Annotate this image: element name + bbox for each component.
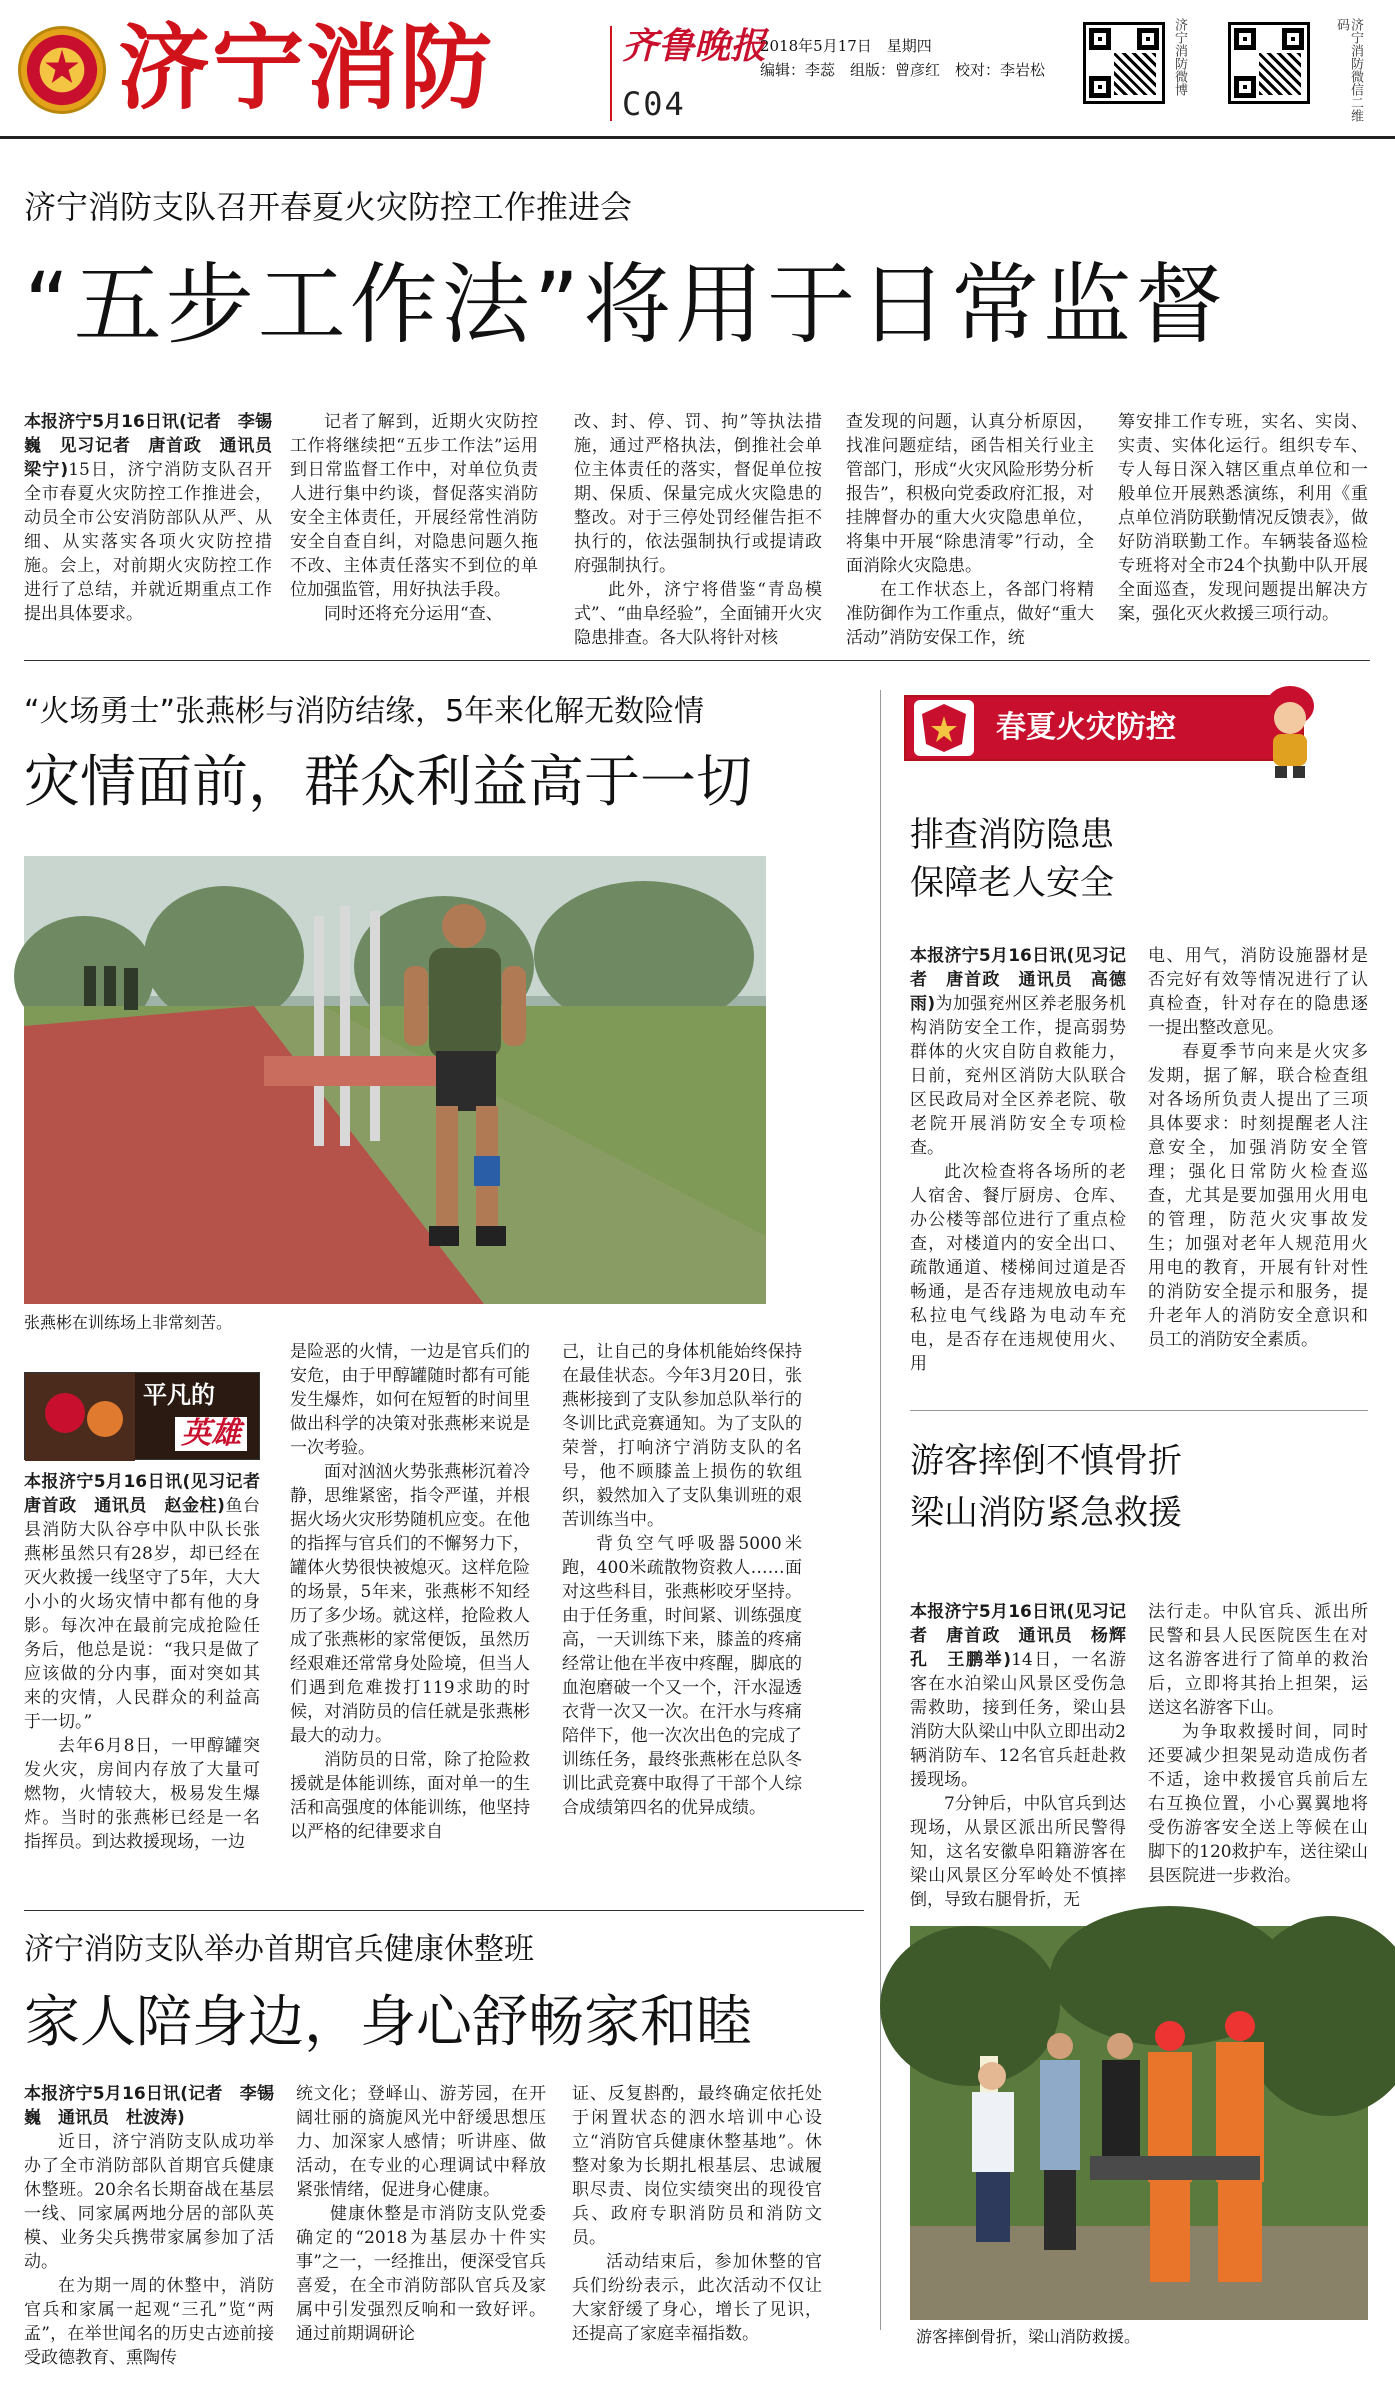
masthead-divider bbox=[610, 26, 612, 121]
qr2-label: 济宁消防微信二维码 bbox=[1334, 18, 1363, 122]
article1-col4-para1: 查发现的问题，认真分析原因，找准问题症结，函告相关行业主管部门，形成“火灾风险形势分析报告”，积极向党委政府汇报，对挂牌督办的重大火灾隐患单位，将集中开展“除患清零”行动，全面消除火灾隐患。 bbox=[846, 412, 1094, 576]
article5-col3-para1: 证、反复斟酌，最终确定依托处于闲置状态的泗水培训中心设立“消防官兵健康休整基地”。休整对象为长期扎根基层、忠诚履职尽责、岗位实绩突出的现役官兵、政府专职消防员和消防文员。 bbox=[572, 2084, 822, 2248]
article1-byline: 本报济宁5月16日讯(记者 李锡巍 见习记者 唐首政 通讯员 梁宁) bbox=[24, 412, 289, 480]
article3-end-rule bbox=[910, 1410, 1368, 1411]
article5-column-2 bbox=[296, 2082, 546, 2378]
article5-kicker: 济宁消防支队举办首期官兵健康休整班 bbox=[24, 1932, 534, 1967]
article2-col1-para1: 鱼台县消防大队谷亭中队中队长张燕彬虽然只有28岁，却已经在灭火救援一线坚守了5年，大大小小的火场灾情中都有他的身影。每次冲在最前完成抢险任务后，他总是说：“我只是做了应该做的分内事，面对突如其来的灾情，人民群众的利益高于一切。” bbox=[24, 1496, 261, 1732]
training-photo-caption: 张燕彬在训练场上非常刻苦。 bbox=[24, 1313, 233, 1332]
article1-col3-para2: 此外，济宁将借鉴“青岛模式”、“曲阜经验”，全面铺开火灾隐患排查。各大队将针对核 bbox=[574, 580, 822, 648]
article5-col3-para2: 活动结束后，参加休整的官兵们纷纷表示，此次活动不仅让大家舒缓了身心，增长了见识，还提高了家庭幸福指数。 bbox=[572, 2252, 822, 2344]
article2-col2-para3: 消防员的日常，除了抢险救援就是体能训练，面对单一的生活和高强度的体能训练，他坚持以严格的纪律要求自 bbox=[290, 1750, 530, 1842]
fire-badge-icon bbox=[914, 700, 974, 756]
article4-col2-para1: 法行走。中队官兵、派出所民警和县人民医院医生在对这名游客进行了简单的救治后，立即将其抬上担架，运送这名游客下山。 bbox=[1148, 1602, 1368, 1718]
article4-col1-para2: 7分钟后，中队官兵到达现场，从景区派出所民警得知，这名安徽阜阳籍游客在梁山风景区分军岭处不慎摔倒，导致右腿骨折，无 bbox=[910, 1794, 1126, 1910]
wechat-qr-code-icon bbox=[1228, 22, 1310, 104]
article5-column-3 bbox=[572, 2082, 822, 2378]
article3-column-1 bbox=[910, 944, 1126, 1388]
article1-column-4 bbox=[846, 410, 1094, 650]
section-divider bbox=[24, 660, 1370, 661]
article3-col1-para2: 此次检查将各场所的老人宿舍、餐厅厨房、仓库、办公楼等部位进行了重点检查，对楼道内的安全出口、疏散通道、楼梯间过道是否畅通，是否存违规放电动车私拉电气线路为电动车充电，是否存在违规使用火、用 bbox=[910, 1162, 1126, 1374]
article4-column-1 bbox=[910, 1600, 1126, 1910]
masthead bbox=[0, 0, 1395, 138]
police-emblem-icon bbox=[18, 26, 106, 114]
article4-col2-para2: 为争取救援时间，同时还要减少担架晃动造成伤者不适，途中救援官兵前后左右互换位置，小心翼翼地将受伤游客安全送上等候在山脚下的120救护车，送往梁山县医院进一步救治。 bbox=[1148, 1722, 1368, 1886]
article1-column-5 bbox=[1118, 410, 1368, 650]
article1-col2-para2: 同时还将充分运用“查、 bbox=[324, 604, 503, 624]
article5-col2-para2: 健康休整是市消防支队党委确定的“2018为基层办十件实事”之一，一经推出，便深受官兵喜爱，在全市消防部队官兵及家属中引发强烈反响和一致好评。通过前期调研论 bbox=[296, 2204, 546, 2344]
article3-col2-para2: 春夏季节向来是火灾多发期，据了解，联合检查组对各场所负责人提出了三项具体要求：时刻提醒老人注意安全，加强消防安全管理；强化日常防火检查巡查，尤其是要加强用火用电的管理，防范火灾事故发生；加强对老年人规范用火用电的教育，开展有针对性的消防安全提示和服务，提升老年人的消防安全意识和员工的消防安全素质。 bbox=[1148, 1042, 1368, 1350]
badge-title-bottom: 英雄 bbox=[175, 1417, 247, 1451]
article5-byline: 本报济宁5月16日讯(记者 李锡巍 通讯员 杜波涛) bbox=[24, 2084, 274, 2128]
rescue-photo bbox=[910, 1926, 1368, 2320]
article2-headline: 灾情面前，群众利益高于一切 bbox=[24, 750, 752, 815]
article1-column-1 bbox=[24, 410, 289, 650]
article1-col4-para2: 在工作状态上，各部门将精准防御作为工作重点，做好“重大活动”消防安保工作，统 bbox=[846, 580, 1094, 648]
article5-col1-para2: 在为期一周的休整中，消防官兵和家属一起观“三孔”览“两孟”，在举世闻名的历史古迹前接受政德教育、熏陶传 bbox=[24, 2276, 274, 2368]
article2-col3-para1: 己，让自己的身体机能始终保持在最佳状态。今年3月20日，张燕彬接到了支队参加总队举行的冬训比武竞赛通知。为了支队的荣誉，打响济宁消防支队的名号，他不顾膝盖上损伤的软组织，毅然加入了支队集训班的艰苦训练当中。 bbox=[562, 1342, 802, 1530]
article3-headline-line1: 排查消防隐患 bbox=[910, 815, 1114, 855]
article2-col3-para2: 背负空气呼吸器5000米跑，400米疏散物资救人……面对这些科目，张燕彬咬牙坚持。由于任务重，时间紧、训练强度高，一天训练下来，膝盖的疼痛经常让他在半夜中疼醒，脚底的血泡磨破一个又一个，汗水湿透衣背一次又一次。在汗水与疼痛陪伴下，他一次次出色的完成了训练任务，最终张燕彬在总队冬训比武竞赛中取得了干部个人综合成绩第四名的优异成绩。 bbox=[562, 1534, 802, 1818]
article1-kicker: 济宁消防支队召开春夏火灾防控工作推进会 bbox=[24, 188, 633, 226]
issue-date: 2018年5月17日 星期四 bbox=[760, 37, 932, 55]
badge-title-top: 平凡的 bbox=[143, 1381, 215, 1409]
staff-credits: 编辑：李蕊 组版：曾彦红 校对：李岩松 bbox=[760, 61, 1046, 79]
masthead-title: 济宁消防 bbox=[118, 15, 495, 122]
article2-col2-para2: 面对汹汹火势张燕彬沉着冷静，思维紧密，指令严谨，并根据火场火灾形势随机应变。在他的指挥与官兵们的不懈努力下，罐体火势很快被熄灭。这样危险的场景，5年来，张燕彬不知经历了多少场。就这样，抢险救人成了张燕彬的家常便饭，虽然历经艰难还常常身处险境，但当人们遇到危难拨打119求助的时候，对消防员的信任就是张燕彬最大的动力。 bbox=[290, 1462, 530, 1746]
article2-col2-para1: 是险恶的火情，一边是官兵们的安危，由于甲醇罐随时都有可能发生爆炸，如何在短暂的时间里做出科学的决策对张燕彬来说是一次考验。 bbox=[290, 1342, 530, 1458]
article5-headline: 家人陪身边，身心舒畅家和睦 bbox=[24, 1990, 752, 2055]
spring-summer-fire-banner: 春夏火灾防控 bbox=[904, 695, 1304, 761]
article3-col1-para1: 为加强兖州区养老服务机构消防安全工作，提高弱势群体的火灾自防自救能力，日前，兖州区消防大队联合区民政局对全区养老院、敬老院开展消防安全专项检查。 bbox=[910, 994, 1126, 1158]
article5-col2-para1: 统文化；登峄山、游芳园，在开阔壮丽的旖旎风光中舒缓思想压力、加深家人感情；听讲座、做活动，在专业的心理调试中释放紧张情绪，促进身心健康。 bbox=[296, 2084, 546, 2200]
article4-col1-para1: 14日，一名游客在水泊梁山风景区受伤急需救助，接到任务，梁山县消防大队梁山中队立即出动2辆消防车、12名官兵赶赴救援现场。 bbox=[910, 1650, 1126, 1790]
article3-headline-line2: 保障老人安全 bbox=[910, 863, 1114, 903]
article3-byline: 本报济宁5月16日讯(见习记者 唐首政 通讯员 高德雨) bbox=[910, 946, 1126, 1014]
weibo-qr-code-icon bbox=[1083, 22, 1165, 104]
article4-headline-line2: 梁山消防紧急救援 bbox=[910, 1493, 1182, 1533]
article3-col2-para1: 电、用气，消防设施器材是否完好有效等情况进行了认真检查，针对存在的隐患逐一提出整改意见。 bbox=[1148, 946, 1368, 1038]
article1-col5-text: 筹安排工作专班，实名、实岗、实责、实体化运行。组织专车、专人每日深入辖区重点单位和一般单位开展熟悉演练，利用《重点单位消防联勤情况反馈表》，做好防消联勤工作。车辆装备巡检专班将对全市24个执勤中队开展全面巡查，发现问题提出解决方案，强化灭火救援三项行动。 bbox=[1118, 412, 1368, 624]
column-divider bbox=[880, 690, 881, 2330]
article1-column-3 bbox=[574, 410, 822, 650]
qr1-label: 济宁消防微博 bbox=[1172, 18, 1187, 96]
article4-column-2 bbox=[1148, 1600, 1368, 1900]
article1-column-2 bbox=[290, 410, 538, 650]
page-code: C04 bbox=[622, 85, 686, 123]
article2-col1-para2: 去年6月8日，一甲醇罐突发火灾，房间内存放了大量可燃物，火情较大，极易发生爆炸。当时的张燕彬已经是一名指挥员。到达救援现场，一边 bbox=[24, 1736, 260, 1852]
article2-byline: 本报济宁5月16日讯(见习记者 唐首政 通讯员 赵金柱) bbox=[24, 1472, 277, 1516]
article2-column-2 bbox=[290, 1340, 530, 1900]
article1-col1-text: 15日，济宁消防支队召开全市春夏火灾防控工作推进会，动员全市公安消防部队从严、从细、从实落实各项火灾防控措施。会上，对前期火灾防控工作进行了总结，并就近期重点工作提出具体要求。 bbox=[24, 460, 272, 624]
firefighter-mascot-icon bbox=[1255, 680, 1325, 780]
article5-top-rule bbox=[24, 1910, 864, 1911]
rescue-photo-caption: 游客摔倒骨折，梁山消防救援。 bbox=[916, 2327, 1141, 2346]
masthead-rule bbox=[0, 136, 1395, 139]
article4-headline-line1: 游客摔倒不慎骨折 bbox=[910, 1441, 1182, 1481]
article1-col3-para1: 改、封、停、罚、拘”等执法措施，通过严格执法，倒推社会单位主体责任的落实，督促单位按期、保质、保量完成火灾隐患的整改。对于三停处罚经催告拒不执行的，依法强制执行或提请政府强制执行。 bbox=[574, 412, 822, 576]
article2-kicker: “火场勇士”张燕彬与消防结缘，5年来化解无数险情 bbox=[24, 694, 705, 729]
article1-headline: “五步工作法”将用于日常监督 bbox=[24, 253, 1228, 356]
article3-column-2 bbox=[1148, 944, 1368, 1388]
article1-col2-para1: 记者了解到，近期火灾防控工作将继续把“五步工作法”运用到日常监督工作中，对单位负责人进行集中约谈，督促落实消防安全主体责任，开展经常性消防安全自查自纠，对隐患问题久拖不改、主体责任落实不到位的单位加强监管，用好执法手段。 bbox=[290, 412, 538, 600]
article2-column-3 bbox=[562, 1340, 802, 1900]
training-photo bbox=[24, 856, 766, 1304]
article2-column-1 bbox=[24, 1470, 277, 1900]
article4-byline: 本报济宁5月16日讯(见习记者 唐首政 通讯员 杨辉孔 王鹏举) bbox=[910, 1602, 1126, 1670]
article5-col1-para1: 近日，济宁消防支队成功举办了全市消防部队首期官兵健康休整班。20余名长期奋战在基层一线、同家属两地分居的部队英模、业务尖兵携带家属参加了活动。 bbox=[24, 2132, 274, 2272]
article5-column-1 bbox=[24, 2082, 274, 2378]
paper-name: 齐鲁晚报 bbox=[622, 25, 767, 67]
ordinary-hero-badge bbox=[24, 1372, 260, 1460]
